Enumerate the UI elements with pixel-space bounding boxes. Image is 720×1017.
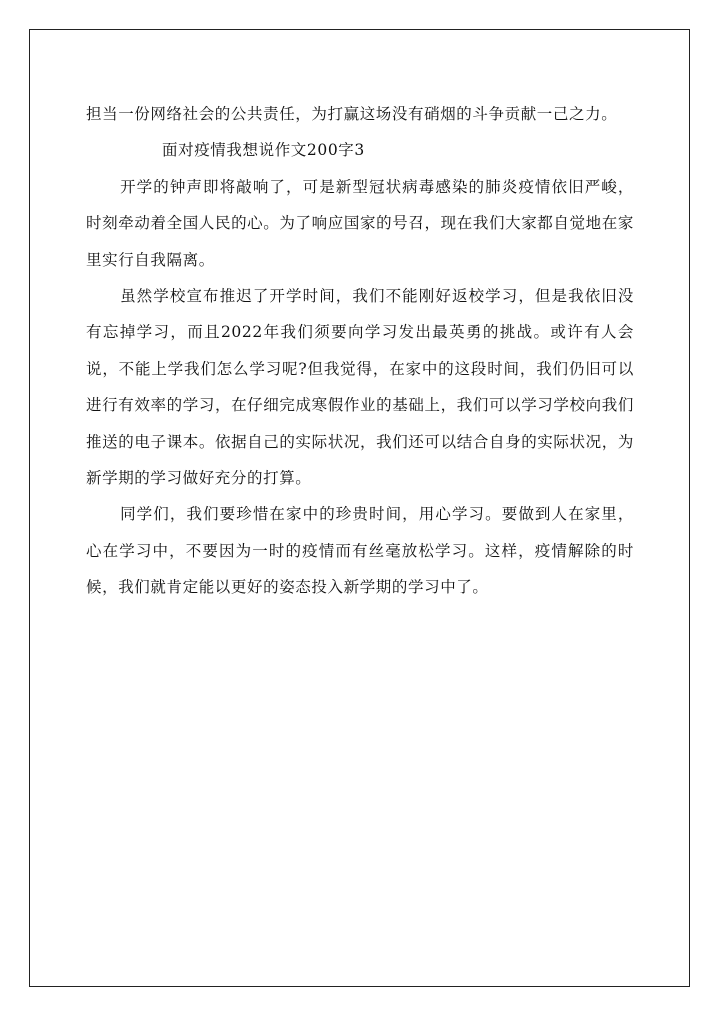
paragraph: 同学们，我们要珍惜在家中的珍贵时间，用心学习。要做到人在家里，心在学习中，不要因为一时的疫情而有丝毫放松学习。这样，疫情解除的时候，我们就肯定能以更好的姿态投入新学期的学习中了。 <box>86 505 634 597</box>
document-body <box>86 96 634 606</box>
paragraph: 开学的钟声即将敲响了，可是新型冠状病毒感染的肺炎疫情依旧严峻，时刻牵动着全国人民的心。为了响应国家的号召，现在我们大家都自觉地在家里实行自我隔离。 <box>86 177 634 269</box>
paragraph: 虽然学校宣布推迟了开学时间，我们不能刚好返校学习，但是我依旧没有忘掉学习，而且2022年我们须要向学习发出最英勇的挑战。或许有人会说，不能上学我们怎么学习呢?但我觉得，在家中的这段时间，我们仍旧可以进行有效率的学习，在仔细完成寒假作业的基础上，我们可以学习学校向我们推送的电子课本。依据自己的实际状况，我们还可以结合自身的实际状况，为新学期的学习做好充分的打算。 <box>86 287 634 488</box>
paragraph-continuation: 担当一份网络社会的公共责任，为打赢这场没有硝烟的斗争贡献一己之力。 <box>86 105 618 123</box>
section-heading: 面对疫情我想说作文200字3 <box>162 141 365 160</box>
